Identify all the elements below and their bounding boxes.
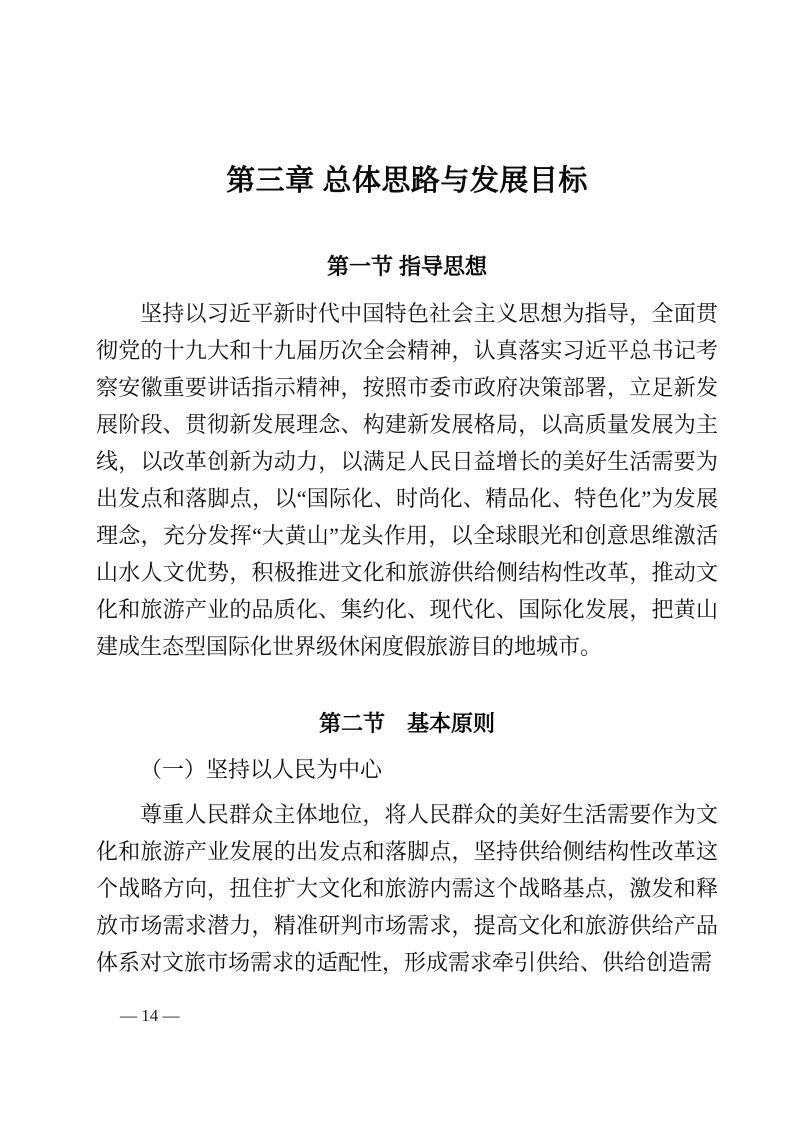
section-heading-guiding-ideology: 第一节 指导思想 [326,254,488,279]
page-number: — 14 — [120,1006,180,1025]
paragraph-guiding-ideology: 坚持以习近平新时代中国特色社会主义思想为指导，全面贯彻党的十九大和十九届历次全会精神，认真落实习近平总书记考察安徽重要讲话指示精神，按照市委市政府决策部署，立足新发展阶段、贯彻新发展理念、构建新发展格局，以高质量发展为主线，以改革创新为动力，以满足人民日益增长的美好生活需要为出发点和落脚点，以“国际化、时尚化、精品化、特色化”为发展理念，充分发挥“大黄山”龙头作用，以全球眼光和创意思维激活山水人文优势，积极推进文化和旅游供给侧结构性改革，推动文化和旅游产业的品质化、集约化、现代化、国际化发展，把黄山建成生态型国际化世界级休闲度假旅游目的地城市。 [96,301,718,659]
section-heading-basic-principles: 第二节 基本原则 [318,711,495,736]
paragraph-people-centered: 尊重人民群众主体地位，将人民群众的美好生活需要作为文化和旅游产业发展的出发点和落脚点，坚持供给侧结构性改革这个战略方向，扭住扩大文化和旅游内需这个战略基点，激发和释放市场需求潜力，精准研判市场需求，提高文化和旅游供给产品体系对文旅市场需求的适配性，形成需求牵引供给、供给创造需 [96,802,718,975]
page-footer [96,1005,718,1027]
chapter-title: 第三章 总体思路与发展目标 [226,165,588,197]
subsection-heading-people-centered: （一）坚持以人民为中心 [140,757,383,782]
